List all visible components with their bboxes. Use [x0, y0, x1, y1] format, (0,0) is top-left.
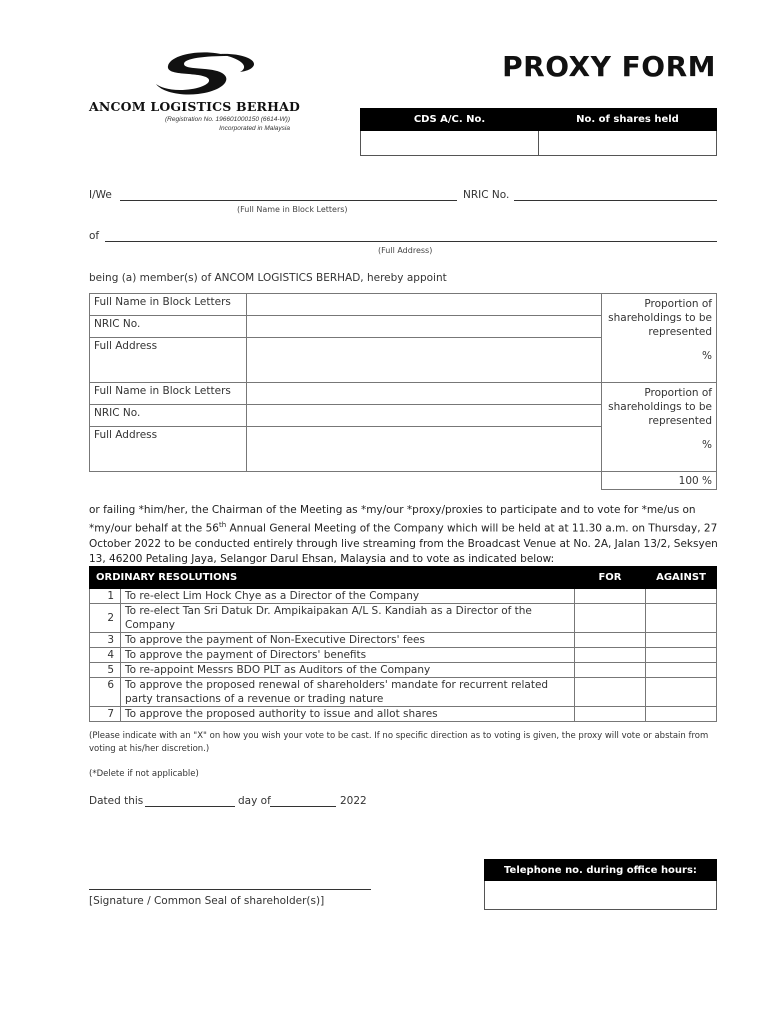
- cds-table: [360, 108, 717, 156]
- resolution-text: To re-elect Lim Hock Chye as a Director of the Company: [121, 589, 575, 604]
- proxy1-name-label: Full Name in Block Letters: [90, 294, 247, 316]
- ancom-logo-icon: [150, 50, 260, 96]
- against-vote-box[interactable]: [646, 604, 717, 633]
- against-vote-box[interactable]: [646, 589, 717, 604]
- resolution-text: To approve the proposed renewal of shareholders' mandate for recurrent related party transactions of a revenue or trading nature: [121, 678, 575, 707]
- proxy2-address-label: Full Address: [90, 427, 247, 472]
- shares-held-field[interactable]: [539, 131, 717, 156]
- shares-held-header: No. of shares held: [539, 109, 717, 131]
- proxy1-name-field[interactable]: [247, 294, 602, 316]
- proxy1-address-label: Full Address: [90, 338, 247, 383]
- against-vote-box[interactable]: [646, 678, 717, 707]
- proxy2-percent: %: [702, 439, 712, 451]
- resolution-text: To re-appoint Messrs BDO PLT as Auditors of the Company: [121, 663, 575, 678]
- proxy2-nric-label: NRIC No.: [90, 405, 247, 427]
- resolution-text: To approve the proposed authority to issue and allot shares: [121, 707, 575, 722]
- resolution-number: 2: [90, 604, 121, 633]
- registration-number: (Registration No. 196601000150 (6614-W)): [164, 116, 290, 123]
- table-row: [90, 678, 717, 707]
- member-nric-field[interactable]: [514, 200, 717, 201]
- for-vote-box[interactable]: [575, 633, 646, 648]
- resolution-text: To approve the payment of Non-Executive Directors' fees: [121, 633, 575, 648]
- resolution-text: To approve the payment of Directors' benefits: [121, 648, 575, 663]
- cds-account-header: CDS A/C. No.: [361, 109, 539, 131]
- for-vote-box[interactable]: [575, 663, 646, 678]
- para-sup: th: [218, 521, 227, 529]
- proxy2-address-field[interactable]: [247, 427, 602, 472]
- resolution-number: 7: [90, 707, 121, 722]
- resolution-number: 1: [90, 589, 121, 604]
- telephone-field[interactable]: [485, 881, 717, 910]
- proxy-table: [89, 293, 717, 490]
- for-vote-box[interactable]: [575, 707, 646, 722]
- for-vote-box[interactable]: [575, 648, 646, 663]
- for-vote-box[interactable]: [575, 604, 646, 633]
- proxy1-percent: %: [702, 350, 712, 362]
- for-vote-box[interactable]: [575, 589, 646, 604]
- total-percent: 100 %: [602, 472, 717, 490]
- table-row: [90, 589, 717, 604]
- of-label: of: [89, 230, 100, 242]
- signature-label: [Signature / Common Seal of shareholder(s)]: [89, 895, 325, 907]
- cds-account-field[interactable]: [361, 131, 539, 156]
- against-vote-box[interactable]: [646, 707, 717, 722]
- against-vote-box[interactable]: [646, 663, 717, 678]
- proxy1-proportion[interactable]: [602, 294, 717, 383]
- telephone-header: Telephone no. during office hours:: [485, 860, 717, 881]
- para-part1: or failing *him/her, the Chairman of the Meeting as *my/our *proxy/proxies to participate and to vote for *me/us on *my/our behalf at the 56: [89, 504, 696, 535]
- para-part2: Annual General Meeting of the Company which will be held at at 11.30 a.m. on Thursday, 27 October 2022 to be conducted entirely through live streaming from the Broadcast Venue at No. 2A, Jalan 13/2, Seksyen 13, 46200 Petaling Jaya, Selangor Darul Ehsan, Malaysia and to vote as indicated below:: [89, 522, 718, 565]
- member-address-field[interactable]: [105, 241, 717, 242]
- delete-note: (*Delete if not applicable): [89, 769, 199, 779]
- resolution-number: 4: [90, 648, 121, 663]
- resolutions-header: ORDINARY RESOLUTIONS: [90, 567, 575, 589]
- resolution-number: 5: [90, 663, 121, 678]
- full-name-hint: (Full Name in Block Letters): [237, 205, 348, 214]
- proxy2-name-field[interactable]: [247, 383, 602, 405]
- proxy1-proportion-label: Proportion of shareholdings to be represented: [608, 298, 712, 338]
- table-row: [90, 663, 717, 678]
- table-row: [90, 604, 717, 633]
- against-vote-box[interactable]: [646, 648, 717, 663]
- proxy1-nric-label: NRIC No.: [90, 316, 247, 338]
- appointment-paragraph: [89, 503, 721, 567]
- proxy1-address-field[interactable]: [247, 338, 602, 383]
- for-header: FOR: [575, 567, 646, 589]
- registration-info: [160, 115, 290, 133]
- table-row: [90, 633, 717, 648]
- date-year: 2022: [340, 795, 367, 807]
- day-of-label: day of: [238, 795, 271, 807]
- page-title: PROXY FORM: [502, 50, 716, 83]
- i-we-label: I/We: [89, 189, 112, 201]
- proxy2-nric-field[interactable]: [247, 405, 602, 427]
- telephone-table: [484, 859, 717, 910]
- full-address-hint: (Full Address): [378, 246, 433, 255]
- table-row: [90, 648, 717, 663]
- resolution-number: 3: [90, 633, 121, 648]
- spacer-cell: [90, 472, 247, 490]
- resolution-number: 6: [90, 678, 121, 707]
- member-name-field[interactable]: [120, 200, 457, 201]
- appoint-text: being (a) member(s) of ANCOM LOGISTICS BERHAD, hereby appoint: [89, 272, 447, 284]
- dated-this-label: Dated this: [89, 795, 144, 807]
- spacer-cell: [247, 472, 602, 490]
- company-name: ANCOM LOGISTICS BERHAD: [89, 99, 301, 114]
- date-month-field[interactable]: [270, 806, 336, 807]
- proxy2-proportion-label: Proportion of shareholdings to be represented: [608, 387, 712, 427]
- proxy2-proportion[interactable]: [602, 383, 717, 472]
- proxy2-name-label: Full Name in Block Letters: [90, 383, 247, 405]
- for-vote-box[interactable]: [575, 678, 646, 707]
- resolutions-table: [89, 566, 717, 722]
- signature-field[interactable]: [89, 889, 371, 890]
- proxy1-nric-field[interactable]: [247, 316, 602, 338]
- voting-instructions: (Please indicate with an "X" on how you wish your vote to be cast. If no specific direction as to voting is given, the proxy will vote or abstain from voting at his/her discretion.): [89, 731, 709, 754]
- member-nric-label: NRIC No.: [463, 189, 510, 201]
- incorporated-text: Incorporated in Malaysia: [219, 125, 290, 132]
- against-header: AGAINST: [646, 567, 717, 589]
- resolution-text: To re-elect Tan Sri Datuk Dr. Ampikaipakan A/L S. Kandiah as a Director of the Company: [121, 604, 575, 633]
- date-day-field[interactable]: [145, 806, 235, 807]
- against-vote-box[interactable]: [646, 633, 717, 648]
- table-row: [90, 707, 717, 722]
